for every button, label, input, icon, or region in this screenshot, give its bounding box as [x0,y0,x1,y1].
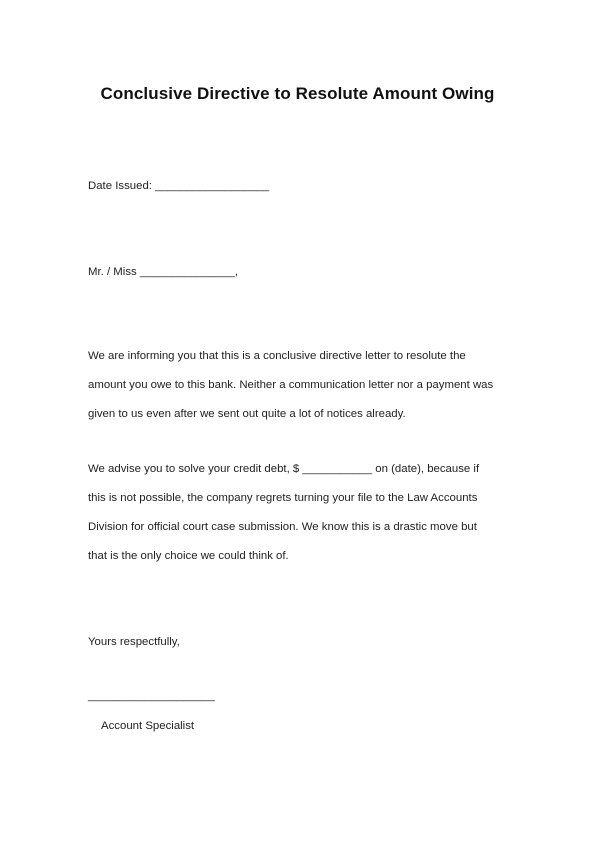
signature-title: Account Specialist [101,720,195,732]
paragraph-line: amount you owe to this bank. Neither a communication letter nor a payment was [88,379,494,391]
paragraph-line: We are informing you that this is a conclusive directive letter to resolute the [88,350,466,362]
closing-line: Yours respectfully, [88,636,180,648]
document-title: Conclusive Directive to Resolute Amount Owing [100,84,495,103]
paragraph-line: that is the only choice we could think of. [88,550,289,562]
paragraph-line: this is not possible, the company regrets turning your file to the Law Accounts [88,492,478,504]
paragraph-line: Division for official court case submission. We know this is a drastic move but [88,521,477,533]
paragraph-line: We advise you to solve your credit debt, $ ___________ on (date), because if [88,463,480,475]
signature-line: ____________________ [88,690,215,702]
date-issued-line: Date Issued: __________________ [88,180,270,192]
salutation-line: Mr. / Miss _______________, [88,266,239,278]
paragraph-line: given to us even after we sent out quite a lot of notices already. [88,408,406,420]
